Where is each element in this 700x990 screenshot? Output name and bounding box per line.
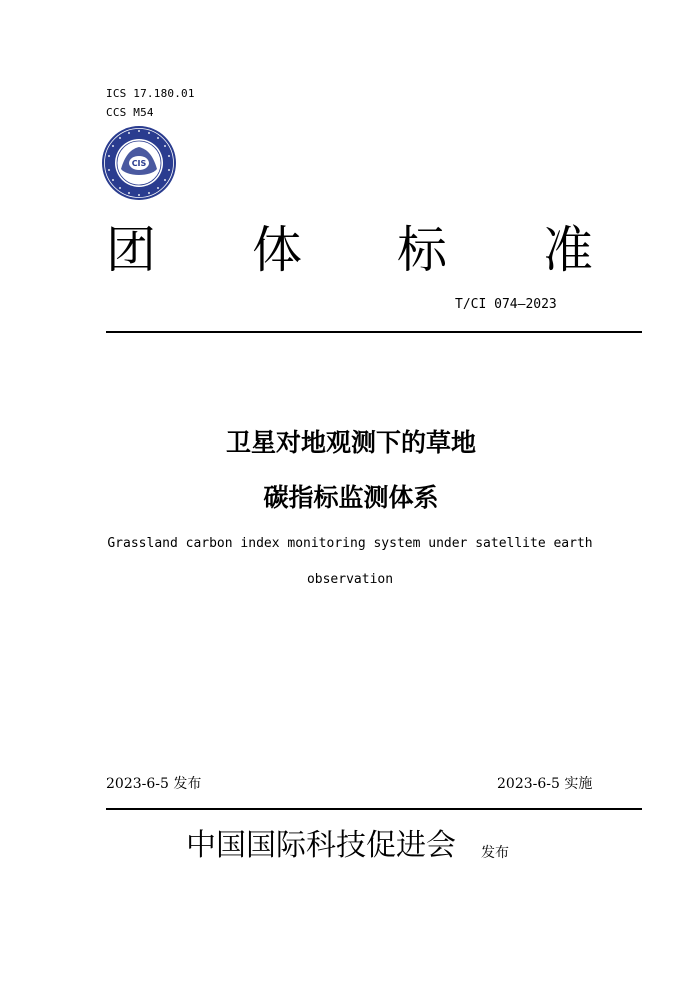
doc-type-char-2: 体	[252, 221, 302, 279]
issuing-organization: 中国国际科技促进会	[186, 828, 456, 863]
issuing-suffix: 发布	[481, 845, 509, 861]
title-en-line-2: observation	[306, 572, 394, 587]
organization-seal-icon	[101, 125, 177, 201]
publish-date: 2023-6-5 发布	[106, 776, 202, 792]
logo-text: CIS	[131, 159, 147, 168]
ics-code: ICS 17.180.01	[106, 87, 195, 100]
implement-date: 2023-6-5 实施	[497, 776, 593, 792]
top-divider	[106, 331, 642, 333]
standard-number: T/CI 074—2023	[455, 297, 557, 312]
title-cn-line-1: 卫星对地观测下的草地	[225, 428, 476, 457]
title-en-line-1: Grassland carbon index monitoring system under satellite earth	[107, 536, 593, 551]
organization-logo	[101, 125, 177, 201]
ccs-code: CCS M54	[106, 106, 154, 119]
doc-type-char-1: 团	[106, 221, 156, 279]
bottom-divider	[106, 808, 642, 810]
doc-type-char-3: 标	[397, 221, 447, 279]
title-cn-line-2: 碳指标监测体系	[263, 483, 439, 512]
doc-type-char-4: 准	[543, 221, 593, 279]
